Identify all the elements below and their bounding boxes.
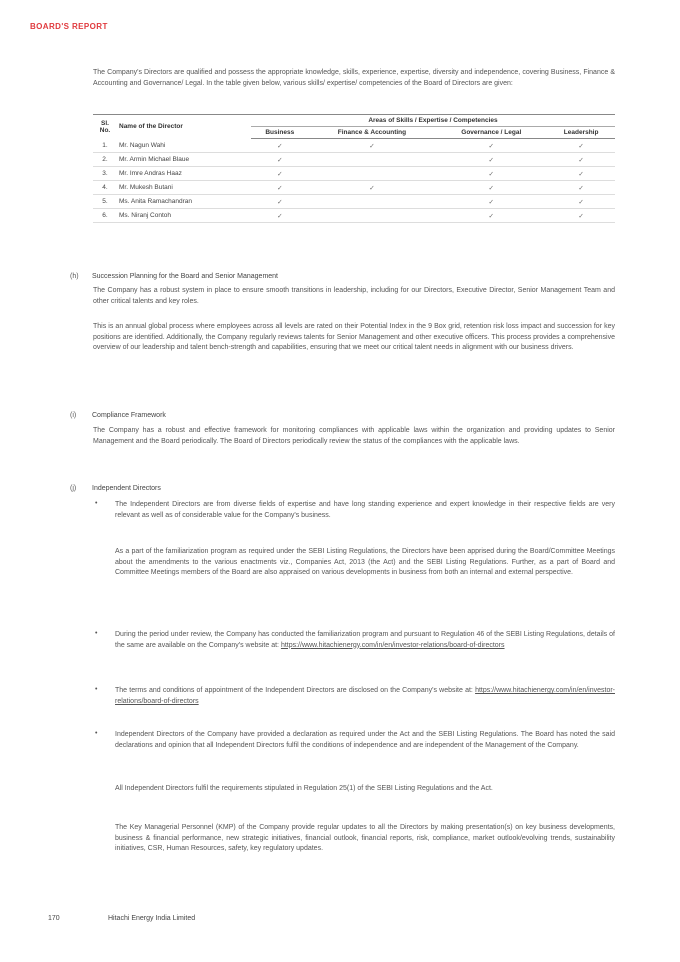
row-sn: 5. bbox=[93, 195, 117, 209]
terms-of-appointment-link[interactable]: https://www.hitachienergy.com/in/en/investor-relations/board-of-directors bbox=[115, 687, 615, 705]
check-mark: ✓ bbox=[251, 209, 309, 223]
row-sn: 6. bbox=[93, 209, 117, 223]
col-finance: Finance & Accounting bbox=[309, 127, 436, 139]
table-row bbox=[93, 181, 615, 195]
section-label: (h) bbox=[70, 273, 79, 280]
row-name: Mr. Armin Michael Blaue bbox=[117, 153, 251, 167]
table-row bbox=[93, 195, 615, 209]
col-business: Business bbox=[251, 127, 309, 139]
col-governance: Governance / Legal bbox=[435, 127, 547, 139]
row-name: Ms. Niranj Contoh bbox=[117, 209, 251, 223]
row-name: Ms. Anita Ramachandran bbox=[117, 195, 251, 209]
table-row bbox=[93, 167, 615, 181]
col-leadership: Leadership bbox=[547, 127, 615, 139]
section-heading: Independent Directors bbox=[92, 485, 161, 492]
bullet-icon: • bbox=[95, 500, 98, 507]
independent-bullet-3 bbox=[115, 686, 615, 707]
board-of-directors-link[interactable]: https://www.hitachienergy.com/in/en/investor-relations/board-of-directors bbox=[280, 641, 505, 649]
check-mark: ✓ bbox=[251, 181, 309, 195]
skills-table bbox=[93, 114, 615, 223]
section-independent bbox=[70, 484, 615, 495]
row-sn: 4. bbox=[93, 181, 117, 195]
check-mark: ✓ bbox=[547, 167, 615, 181]
check-mark: ✓ bbox=[547, 209, 615, 223]
check-mark: ✓ bbox=[435, 139, 547, 153]
row-name: Mr. Imre Andras Haaz bbox=[117, 167, 251, 181]
independent-bullet-4-paragraph-1: Independent Directors of the Company have provided a declaration as required under the Act and the SEBI Listing Regulations. The Board has noted the said declarations and opinion that all Independent Directors fulfil the conditions of independence and are independent of the Management of the Company. bbox=[115, 731, 615, 749]
section-succession bbox=[70, 272, 615, 283]
row-sn: 1. bbox=[93, 139, 117, 153]
independent-bullet-4-paragraph-2: All Independent Directors fulfil the requirements stipulated in Regulation 25(1) of the SEBI Listing Regulations and the Act. bbox=[115, 785, 493, 792]
check-mark: ✓ bbox=[309, 181, 436, 195]
independent-bullet-1-paragraph-1: The Independent Directors are from diverse fields of expertise and have long standing experience and expert knowledge in their respective fields are very relevant as well as of considerable value for the Company's business. bbox=[115, 501, 615, 519]
check-mark: ✓ bbox=[435, 153, 547, 167]
page-number: 170 bbox=[48, 915, 60, 922]
bullet-3-text: The terms and conditions of appointment of the Independent Directors are disclosed on the Company's website at: bbox=[115, 687, 473, 694]
independent-bullet-2 bbox=[115, 630, 615, 651]
name-header: Name of the Director bbox=[117, 115, 251, 139]
bullet-2-text: During the period under review, the Company has conducted the familiarization program and pursuant to Regulation 46 of the SEBI Listing Regulations, details of the same are available on the Company's website at: bbox=[115, 631, 615, 649]
intro-paragraph: The Company's Directors are qualified and possess the appropriate knowledge, skills, experience, expertise, diversity and independence, covering Business, Finance & Accounting and Governance/ Legal. In the table given below, various skills/ expertise/ competencies of the Board of Directors are given: bbox=[93, 69, 615, 87]
areas-header: Areas of Skills / Expertise / Competencies bbox=[251, 115, 615, 127]
row-sn: 3. bbox=[93, 167, 117, 181]
check-mark: ✓ bbox=[251, 195, 309, 209]
bullet-icon: • bbox=[95, 686, 98, 693]
section-compliance bbox=[70, 411, 615, 422]
compliance-paragraph: The Company has a robust and effective framework for monitoring compliances with applicable laws within the organization and providing updates to Senior Management and the Board periodically. The Board of Directors periodically review the status of the compliances with the applicable laws. bbox=[93, 427, 615, 445]
row-name: Mr. Mukesh Butani bbox=[117, 181, 251, 195]
check-mark: ✓ bbox=[547, 181, 615, 195]
bullet-icon: • bbox=[95, 730, 98, 737]
section-heading: Succession Planning for the Board and Senior Management bbox=[92, 273, 279, 280]
footer-company: Hitachi Energy India Limited bbox=[108, 915, 196, 922]
check-mark: ✓ bbox=[309, 139, 436, 153]
row-name: Mr. Nagun Wahi bbox=[117, 139, 251, 153]
independent-bullet-1-paragraph-2: As a part of the familiarization program as required under the SEBI Listing Regulations, the Directors have been apprised during the Board/Committee Meetings about the amendments to the various enactments viz., Companies Act, 2013 (the Act) and the SEBI Listing Regulations. Further, as a part of Board and Committee Meetings members of the Board are also appraised on various developments in business from both an internal and external perspective. bbox=[115, 548, 615, 576]
check-mark bbox=[309, 195, 436, 209]
check-mark bbox=[309, 153, 436, 167]
section-label: (i) bbox=[70, 412, 77, 419]
check-mark: ✓ bbox=[547, 195, 615, 209]
report-header: BOARD'S REPORT bbox=[30, 22, 108, 31]
check-mark: ✓ bbox=[251, 167, 309, 181]
check-mark: ✓ bbox=[251, 153, 309, 167]
check-mark: ✓ bbox=[547, 153, 615, 167]
succession-paragraph-2: This is an annual global process where employees across all levels are rated on their Potential Index in the 9 Box grid, retention risk loss impact and succession for key positions are identified. Additionally, the Company regularly reviews talents for Senior Management and other executive officers. This process provides a comprehensive overview of our leadership and talent bench-strength and capabilities, ensuring that we meet our critical talent needs in alignment with our business drivers. bbox=[93, 323, 615, 351]
row-sn: 2. bbox=[93, 153, 117, 167]
section-label: (j) bbox=[70, 485, 77, 492]
table-row bbox=[93, 139, 615, 153]
table-row bbox=[93, 209, 615, 223]
check-mark: ✓ bbox=[435, 167, 547, 181]
check-mark: ✓ bbox=[435, 195, 547, 209]
check-mark: ✓ bbox=[435, 209, 547, 223]
check-mark: ✓ bbox=[547, 139, 615, 153]
check-mark: ✓ bbox=[251, 139, 309, 153]
bullet-icon: • bbox=[95, 630, 98, 637]
independent-bullet-4-paragraph-3: The Key Managerial Personnel (KMP) of the Company provide regular updates to all the Directors by making presentation(s) on key business developments, business & financial performance, new strategic initiatives, financial outlook, financial reports, risk, compliance, market outlook/evolving trends, sustainability initiatives, CSR, Human Resources, safety, key regulatory updates. bbox=[115, 824, 615, 852]
check-mark: ✓ bbox=[435, 181, 547, 195]
check-mark bbox=[309, 209, 436, 223]
sn-header: Sl. No. bbox=[93, 115, 117, 139]
check-mark bbox=[309, 167, 436, 181]
section-heading: Compliance Framework bbox=[92, 412, 166, 419]
succession-paragraph-1: The Company has a robust system in place to ensure smooth transitions in leadership, including for our Directors, Executive Director, Senior Management Team and other critical talents and key roles. bbox=[93, 287, 615, 305]
table-row bbox=[93, 153, 615, 167]
